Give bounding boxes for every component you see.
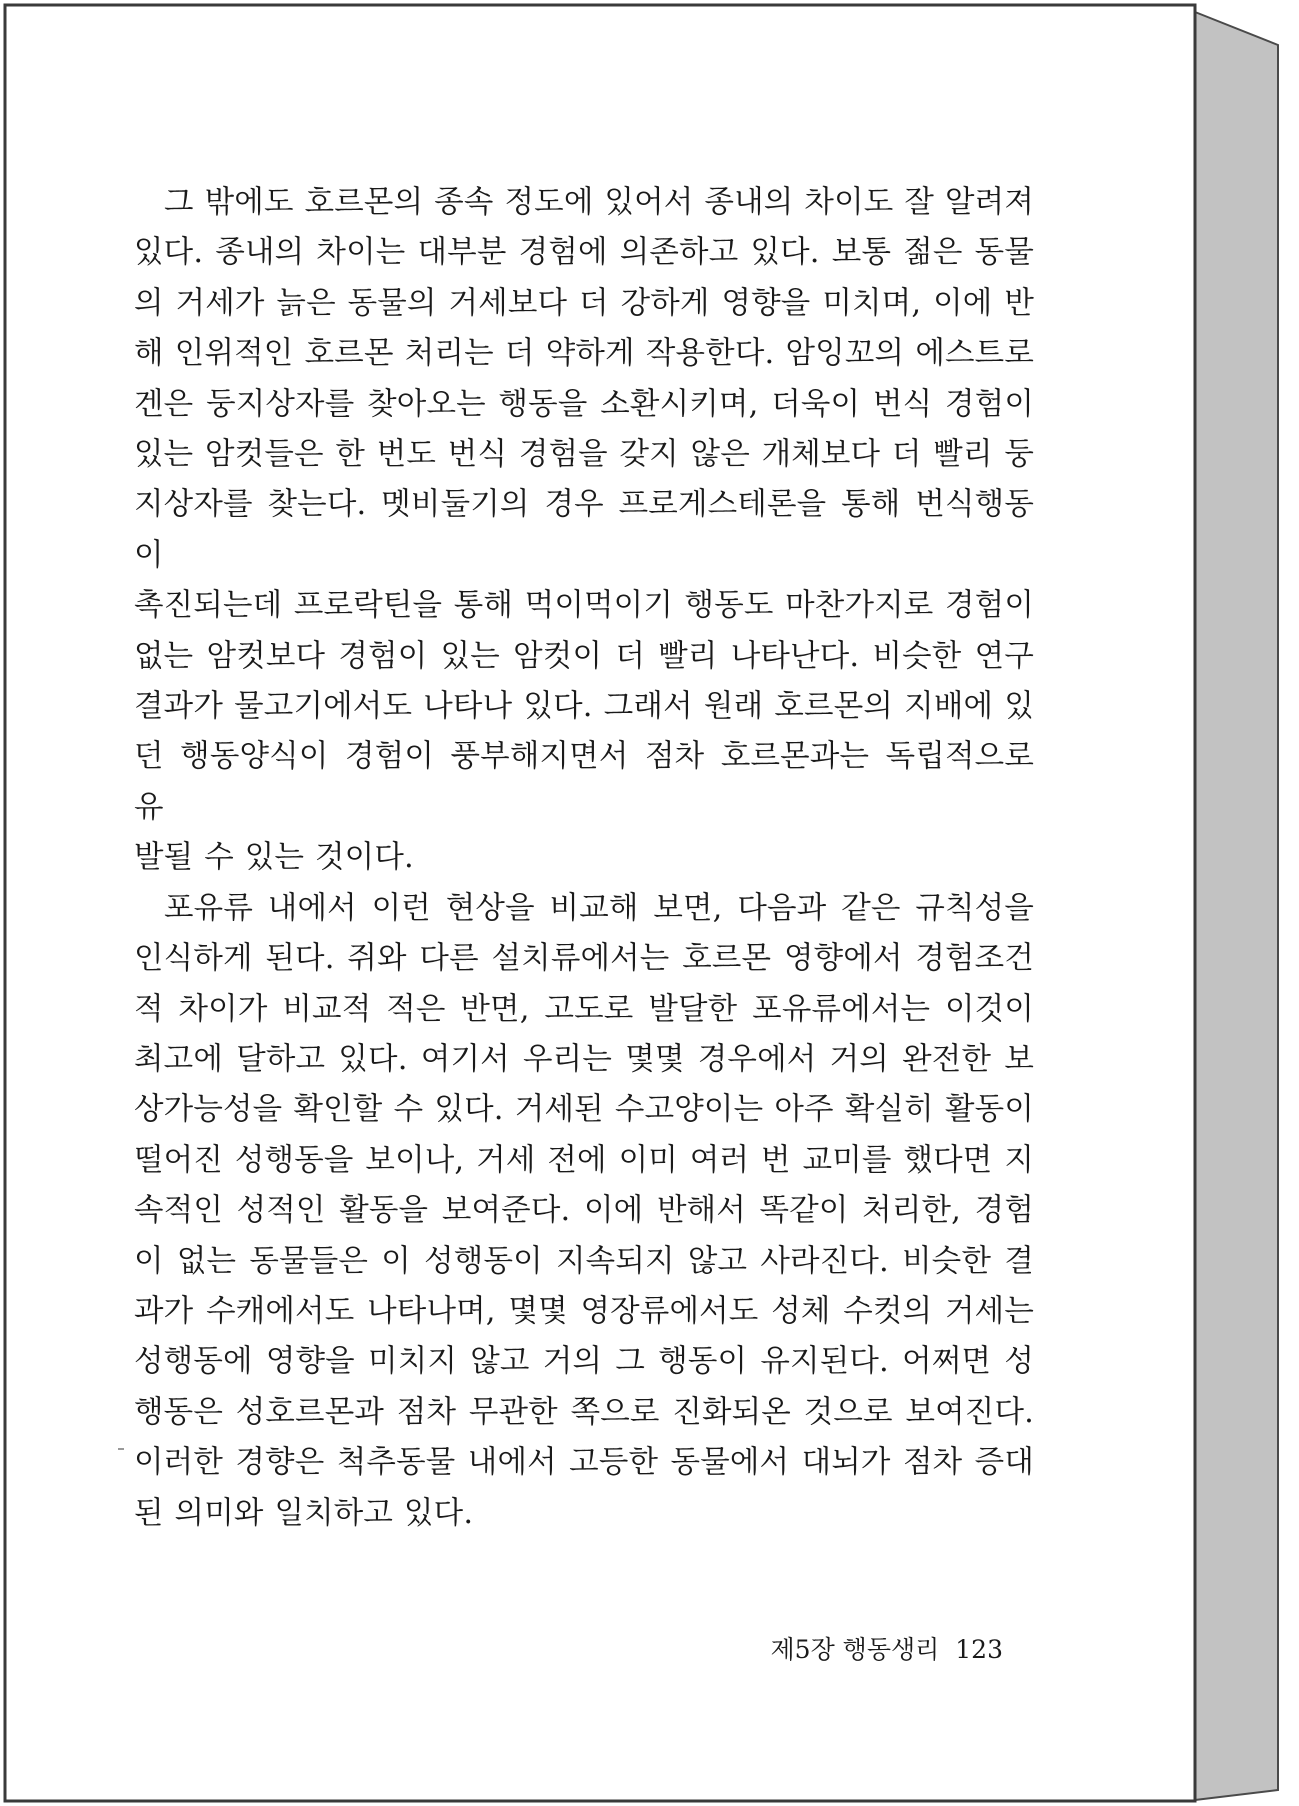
- text-line: 과가 수캐에서도 나타나며, 몇몇 영장류에서도 성체 수컷의 거세는: [134, 1293, 1034, 1329]
- text-line: 된 의미와 일치하고 있다.: [134, 1495, 474, 1531]
- paragraph-2: [134, 884, 1034, 1539]
- text-line: 있다. 종내의 차이는 대부분 경험에 의존하고 있다. 보통 젊은 동물: [134, 235, 1034, 271]
- text-line: 해 인위적인 호르몬 처리는 더 약하게 작용한다. 암잉꼬의 에스트로: [134, 336, 1034, 372]
- text-line: 겐은 둥지상자를 찾아오는 행동을 소환시키며, 더욱이 번식 경험이: [134, 386, 1034, 422]
- text-line: 던 행동양식이 경험이 풍부해지면서 점차 호르몬과는 독립적으로 유: [134, 739, 1034, 825]
- text-line: 상가능성을 확인할 수 있다. 거세된 수고양이는 아주 확실히 활동이: [134, 1092, 1034, 1128]
- text-line: 지상자를 찾는다. 멧비둘기의 경우 프로게스테론을 통해 번식행동이: [134, 487, 1034, 573]
- text-line: 적 차이가 비교적 적은 반면, 고도로 발달한 포유류에서는 이것이: [134, 991, 1034, 1027]
- text-line: 있는 암컷들은 한 번도 번식 경험을 갖지 않은 개체보다 더 빨리 둥: [134, 437, 1034, 473]
- page-body-text: [134, 178, 1034, 1539]
- text-line: 의 거세가 늙은 동물의 거세보다 더 강하게 영향을 미치며, 이에 반: [134, 285, 1034, 321]
- text-line: 촉진되는데 프로락틴을 통해 먹이먹이기 행동도 마찬가지로 경험이: [134, 588, 1034, 624]
- text-line: 없는 암컷보다 경험이 있는 암컷이 더 빨리 나타난다. 비슷한 연구: [134, 638, 1034, 674]
- text-line: 결과가 물고기에서도 나타나 있다. 그래서 원래 호르몬의 지배에 있: [134, 689, 1034, 725]
- book-spine-side: [1195, 12, 1278, 1800]
- paragraph-1: [134, 178, 1034, 884]
- chapter-title: 제5장 행동생리: [770, 1635, 940, 1664]
- text-line: 발될 수 있는 것이다.: [134, 840, 414, 876]
- page-footer: [771, 1630, 1003, 1666]
- text-line: 행동은 성호르몬과 점차 무관한 쪽으로 진화되온 것으로 보여진다.: [134, 1394, 1034, 1430]
- text-line: 그 밖에도 호르몬의 종속 정도에 있어서 종내의 차이도 잘 알려져: [164, 185, 1034, 220]
- text-line: 인식하게 된다. 쥐와 다른 설치류에서는 호르몬 영향에서 경험조건: [134, 941, 1034, 977]
- text-line: 속적인 성적인 활동을 보여준다. 이에 반해서 똑같이 처리한, 경험: [134, 1193, 1034, 1229]
- text-line: 성행동에 영향을 미치지 않고 거의 그 행동이 유지된다. 어쩌면 성: [134, 1344, 1034, 1380]
- text-line: 포유류 내에서 이런 현상을 비교해 보면, 다음과 같은 규칙성을: [164, 890, 1034, 926]
- page-number: 123: [955, 1635, 1003, 1664]
- text-line: 이 없는 동물들은 이 성행동이 지속되지 않고 사라진다. 비슷한 결: [134, 1243, 1034, 1279]
- text-line: 떨어진 성행동을 보이나, 거세 전에 이미 여러 번 교미를 했다면 지: [134, 1142, 1034, 1178]
- text-line: 이러한 경향은 척추동물 내에서 고등한 동물에서 대뇌가 점차 증대: [134, 1445, 1034, 1481]
- text-line: 최고에 달하고 있다. 여기서 우리는 몇몇 경우에서 거의 완전한 보: [134, 1041, 1034, 1077]
